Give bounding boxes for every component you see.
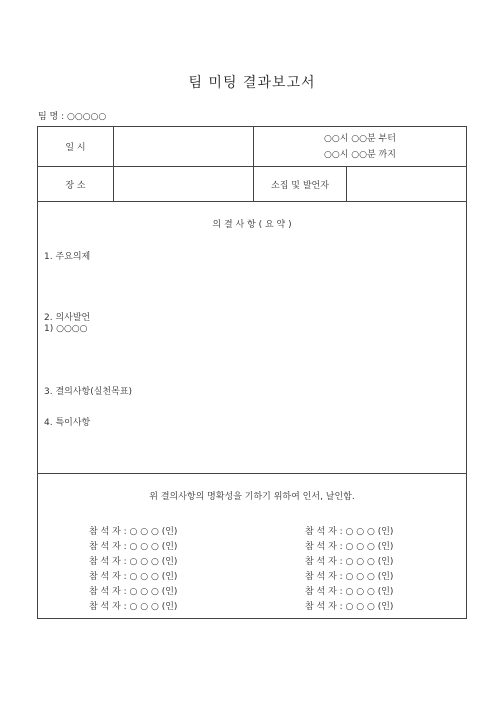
place-value[interactable] [114,167,253,201]
item-resolutions: 3. 결의사항(실천목표) [44,387,133,397]
place-label: 장 소 [65,180,86,191]
item-opinions-sub: 1) ○○○○ [44,324,88,334]
team-name-line: 팀 명 : ○○○○○ [38,112,107,122]
attendee-right-4: 참 석 자 : ○ ○ ○ (인) [305,572,394,582]
row-divider-2 [38,201,466,202]
item-special-notes: 4. 특이사항 [44,418,91,428]
time-range [254,127,466,166]
attendee-right-1: 참 석 자 : ○ ○ ○ (인) [305,527,394,537]
convener-label: 소집 및 발언자 [271,180,329,191]
attendee-right-3: 참 석 자 : ○ ○ ○ (인) [305,557,394,567]
date-value[interactable] [114,127,253,166]
attendee-left-5: 참 석 자 : ○ ○ ○ (인) [89,587,178,597]
document-title: 팀 미팅 결과보고서 [188,75,316,91]
attendee-left-2: 참 석 자 : ○ ○ ○ (인) [89,542,178,552]
attendee-right-2: 참 석 자 : ○ ○ ○ (인) [305,542,394,552]
attendee-left-4: 참 석 자 : ○ ○ ○ (인) [89,572,178,582]
report-table [37,126,467,619]
convener-value[interactable] [347,167,466,201]
attendee-right-6: 참 석 자 : ○ ○ ○ (인) [305,602,394,612]
time-to: ○○시 ○○분 까지 [324,149,396,160]
item-main-agenda: 1. 주요의제 [44,252,91,262]
date-label: 일 시 [65,143,86,153]
attendee-left-3: 참 석 자 : ○ ○ ○ (인) [89,557,178,567]
attendee-right-5: 참 석 자 : ○ ○ ○ (인) [305,587,394,597]
time-from: ○○시 ○○분 부터 [324,133,396,144]
attendee-left-1: 참 석 자 : ○ ○ ○ (인) [89,527,178,537]
attendee-left-6: 참 석 자 : ○ ○ ○ (인) [89,602,178,612]
row-divider-3 [38,473,466,474]
item-opinions: 2. 의사발언 [44,313,91,323]
confirmation-statement: 위 결의사항의 명확성을 기하기 위하여 인서, 날인함. [149,492,355,502]
resolution-section-title: 의 결 사 항 ( 요 약 ) [212,219,292,230]
